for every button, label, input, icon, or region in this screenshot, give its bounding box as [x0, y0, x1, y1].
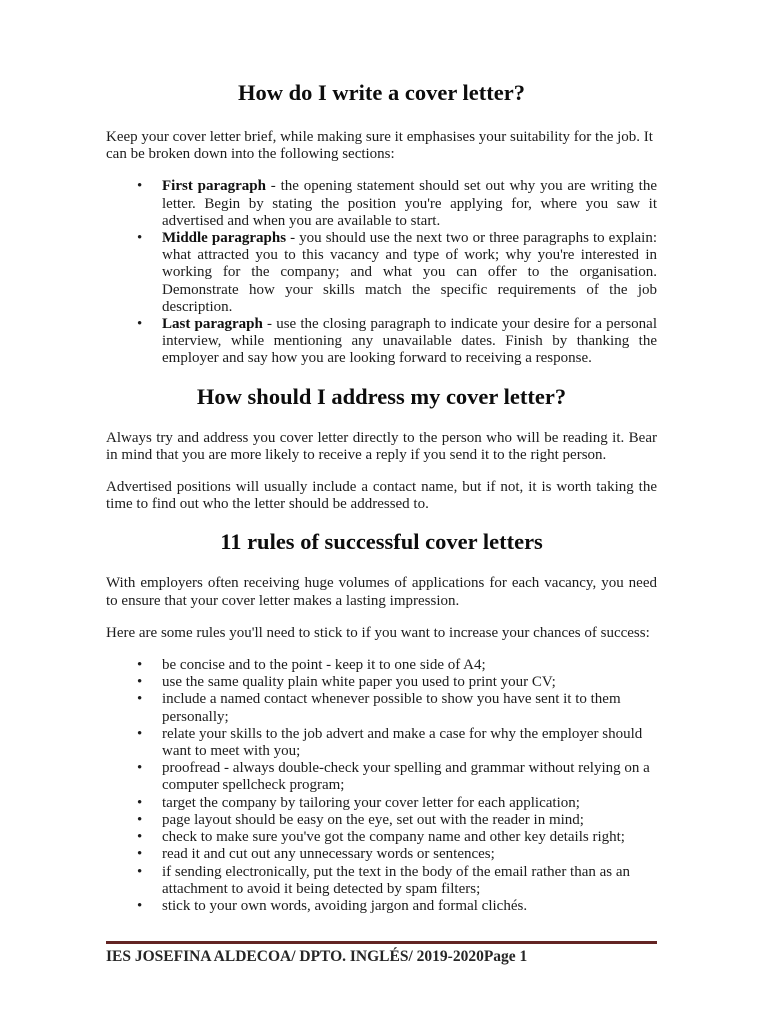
footer-text: IES JOSEFINA ALDECOA/ DPTO. INGLÉS/ 2019-2020 — [106, 948, 484, 965]
paragraph-structure-list — [106, 178, 657, 367]
address-paragraph-2: Advertised positions will usually include a contact name, but if not, it is worth taking the time to find out who the letter should be addressed to. — [106, 479, 657, 513]
section-address-cover-letter — [106, 384, 657, 514]
list-item: • if sending electronically, put the text in the body of the email rather than as an attachment to avoid it being detected by spam filters; — [162, 864, 657, 898]
list-item — [162, 178, 657, 230]
rules-list — [106, 657, 657, 915]
rules-paragraph-1: With employers often receiving huge volumes of applications for each vacancy, you need to ensure that your cover letter makes a lasting impression. — [106, 575, 657, 609]
list-item: • stick to your own words, avoiding jargon and formal clichés. — [162, 898, 657, 915]
footer-page-number: Page 1 — [483, 948, 528, 965]
list-item: • check to make sure you've got the company name and other key details right; — [162, 829, 657, 846]
rules-paragraph-2: Here are some rules you'll need to stick to if you want to increase your chances of success: — [106, 624, 650, 641]
list-item: • proofread - always double-check your spelling and grammar without relying on a computer spellcheck program; — [162, 760, 657, 794]
bullet-label: Last paragraph — [162, 316, 263, 333]
bullet-label: Middle paragraphs — [162, 230, 287, 247]
heading-how-do-i-write: How do I write a cover letter? — [238, 80, 525, 105]
list-item — [162, 230, 657, 316]
page-footer — [106, 941, 657, 966]
heading-how-should-i-address: How should I address my cover letter? — [196, 383, 567, 409]
address-paragraph-1: Always try and address you cover letter directly to the person who will be reading it. Bear in mind that you are more likely to receive a reply if you send it to the right person. — [106, 429, 657, 463]
list-item: • target the company by tailoring your cover letter for each application; — [162, 795, 657, 812]
bullet-text: - use the closing paragraph to indicate your desire for a personal interview, while mentioning any unavailable dates. Finish by thanking the employer and say how you are looking forward to receiving a response. — [162, 316, 657, 367]
list-item: • include a named contact whenever possible to show you have sent it to them personally; — [162, 691, 657, 725]
list-item: • relate your skills to the job advert and make a case for why the employer should want to meet with you; — [162, 726, 657, 760]
list-item: • be concise and to the point - keep it to one side of A4; — [162, 657, 657, 674]
list-item: • read it and cut out any unnecessary words or sentences; — [162, 846, 657, 863]
section-11-rules — [106, 529, 657, 915]
intro-paragraph: Keep your cover letter brief, while making sure it emphasises your suitability for the job. It can be broken down into the following sections: — [106, 129, 653, 163]
section-write-cover-letter — [106, 80, 657, 368]
list-item: • page layout should be easy on the eye, set out with the reader in mind; — [162, 812, 657, 829]
bullet-text: - the opening statement should set out why you are writing the letter. Begin by stating the position you're applying for, where you saw it advertised and when you are available to start. — [162, 178, 657, 229]
bullet-text: - you should use the next two or three paragraphs to explain: what attracted you to this vacancy and type of work; why you're interested in working for the company; and what you can offer to the organisation. Demonstrate how your skills match the specific requirements of the job description. — [162, 230, 658, 315]
list-item — [162, 316, 657, 368]
document-content — [106, 0, 657, 930]
bullet-label: First paragraph — [162, 178, 266, 195]
list-item: • use the same quality plain white paper you used to print your CV; — [162, 674, 657, 691]
heading-11-rules: 11 rules of successful cover letters — [220, 529, 543, 555]
